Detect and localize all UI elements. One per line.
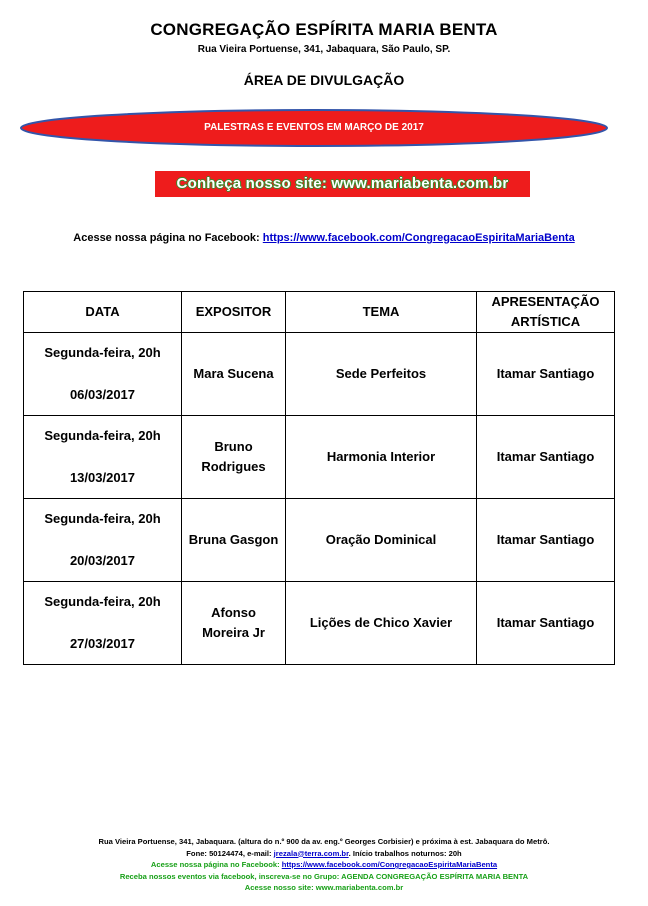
speaker-cell: Mara Sucena [182,333,286,416]
footer-fb-label: Acesse nossa página no Facebook: [150,860,282,869]
header-data: DATA [24,292,182,333]
date-cell [24,333,182,416]
facebook-line [0,232,648,244]
footer-phone-suffix: . Início trabalhos noturnos: 20h [348,848,462,858]
header-tema: TEMA [286,292,477,333]
header-apresentacao: APRESENTAÇÃO ARTÍSTICA [477,292,615,333]
row-date: 13/03/2017 [69,470,136,485]
theme-cell: Sede Perfeitos [286,333,477,416]
table-row [24,333,615,416]
footer [0,836,648,894]
banner-text: PALESTRAS E EVENTOS EM MARÇO DE 2017 [204,122,424,133]
site-link-text[interactable]: Conheça nosso site: www.mariabenta.com.br [176,175,509,192]
artist-cell: Itamar Santiago [477,333,615,416]
row-day: Segunda-feira, 20h [44,511,161,526]
facebook-label: Acesse nossa página no Facebook: [73,232,263,244]
footer-facebook [0,859,648,871]
row-day: Segunda-feira, 20h [44,428,161,443]
table-row [24,416,615,499]
date-cell [24,416,182,499]
facebook-link[interactable]: https://www.facebook.com/CongregacaoEspiritaMariaBenta [262,232,575,244]
table-row [24,582,615,665]
theme-cell: Lições de Chico Xavier [286,582,477,665]
area-heading: ÁREA DE DIVULGAÇÃO [243,72,405,88]
page-title: CONGREGAÇÃO ESPÍRITA MARIA BENTA [150,20,498,39]
footer-contact [0,848,648,860]
date-cell [24,582,182,665]
row-day: Segunda-feira, 20h [44,594,161,609]
date-cell [24,499,182,582]
footer-address: Rua Vieira Portuense, 341, Jabaquara. (altura do n.º 900 da av. eng.º Georges Corbisier) e próxima à est. Jabaquara do Metrô. [98,837,550,846]
artist-cell: Itamar Santiago [477,499,615,582]
schedule-table [23,291,615,665]
footer-email-link[interactable]: jrezala@terra.com.br [273,848,349,858]
row-date: 27/03/2017 [69,636,136,651]
theme-cell: Harmonia Interior [286,416,477,499]
row-date: 20/03/2017 [69,553,136,568]
table-header-row [24,292,615,333]
footer-phone-label: Fone: 50124474, e-mail: [186,848,274,858]
speaker-cell: Afonso Moreira Jr [182,582,286,665]
table-row [24,499,615,582]
artist-cell: Itamar Santiago [477,416,615,499]
row-date: 06/03/2017 [69,387,136,402]
theme-cell: Oração Dominical [286,499,477,582]
artist-cell: Itamar Santiago [477,582,615,665]
speaker-cell: Bruno Rodrigues [182,416,286,499]
header-expositor: EXPOSITOR [182,292,286,333]
header-address: Rua Vieira Portuense, 341, Jabaquara, São Paulo, SP. [197,44,451,55]
row-day: Segunda-feira, 20h [44,345,161,360]
footer-site: Acesse nosso site: www.mariabenta.com.br [244,883,404,892]
footer-group: Receba nossos eventos via facebook, inscreva-se no Grupo: AGENDA CONGREGAÇÃO ESPÍRITA MARIA BENTA [119,871,529,881]
speaker-cell: Bruna Gasgon [182,499,286,582]
footer-fb-link[interactable]: https://www.facebook.com/CongregacaoEspiritaMariaBenta [281,860,498,869]
